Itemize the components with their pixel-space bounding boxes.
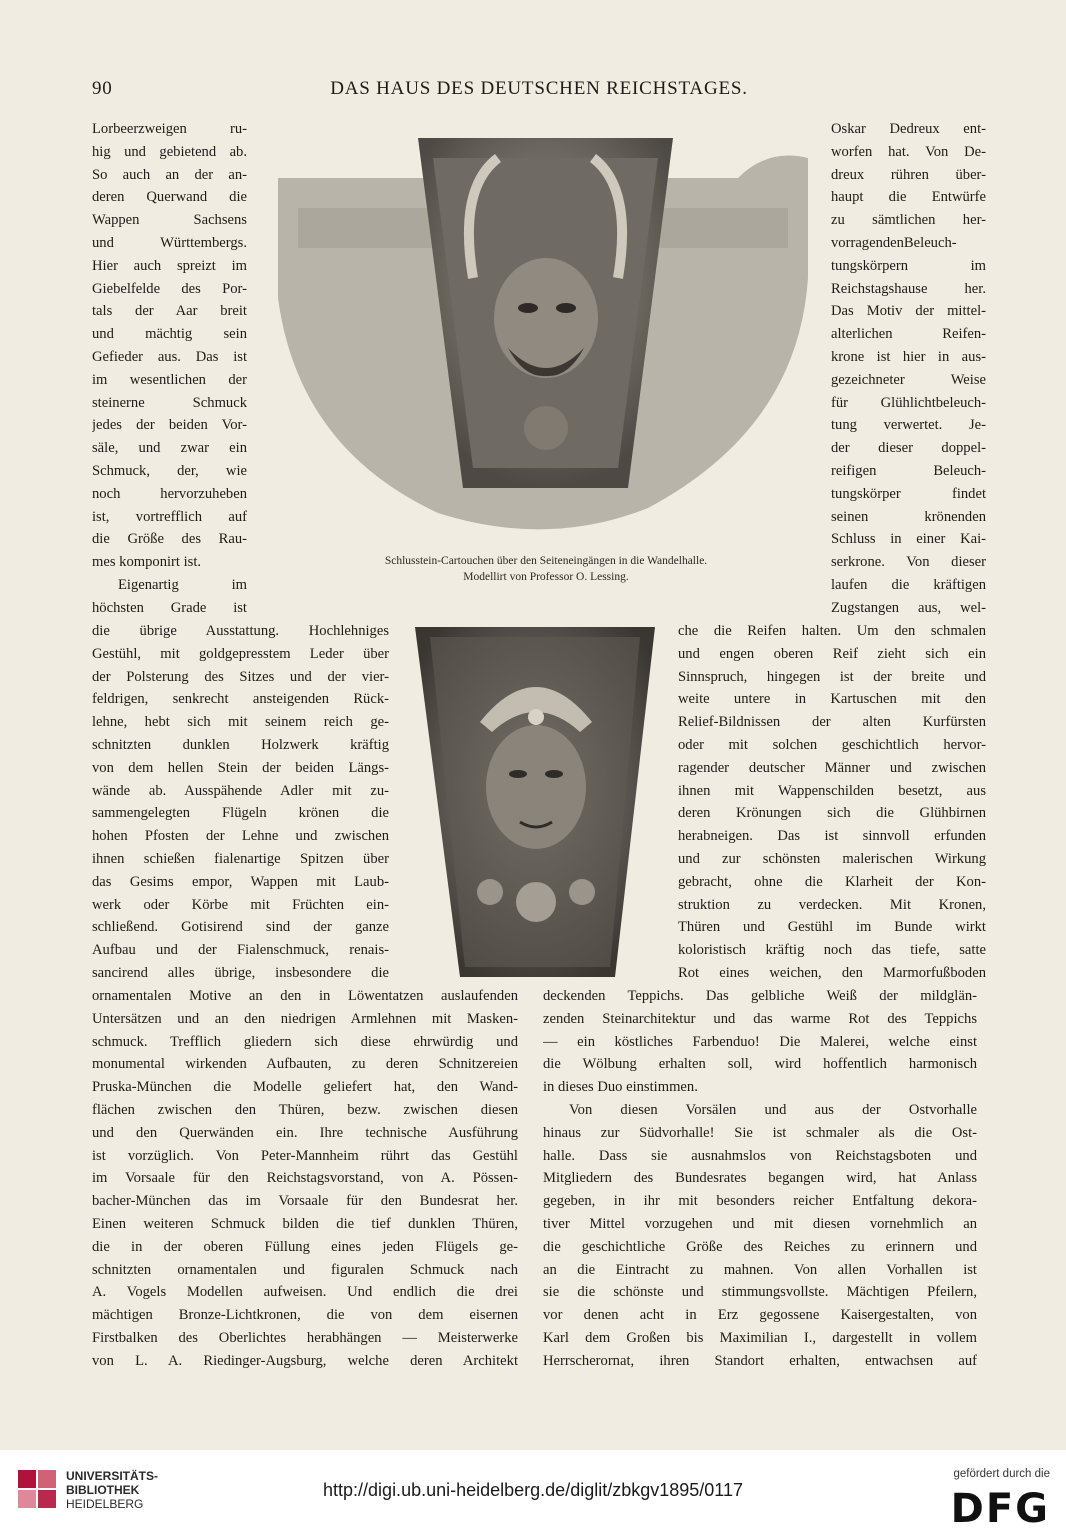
text-line: So auch an der an-	[92, 166, 247, 183]
left-narrow-column	[92, 118, 247, 620]
text-line: zenden Steinarchitektur und das warme Rot des Teppichs	[543, 1010, 977, 1027]
page-number: 90	[92, 78, 113, 99]
text-line: mächtigen Bronze-Lichtkronen, die von dem eisernen	[92, 1307, 518, 1324]
text-line: monumental wirkenden Aufbauten, zu deren Schnitzereien	[92, 1056, 518, 1073]
text-line: und Württembergs.	[92, 234, 247, 251]
text-line: und engen oberen Reif zieht sich ein	[678, 645, 986, 662]
text-line: ornamentalen Motive an den in Löwentatzen auslaufenden	[92, 988, 518, 1004]
text-line: Sinnspruch, hingegen ist der breite und	[678, 668, 986, 685]
right-medium-column	[678, 620, 986, 985]
text-line: gezeichneter Weise	[831, 371, 986, 388]
right-full-column	[543, 985, 977, 1373]
text-line: worfen hat. Von De-	[831, 143, 986, 160]
text-line: ragender deutscher Männer und zwischen	[678, 759, 986, 776]
text-line: flächen zwischen den Thüren, bezw. zwischen diesen	[92, 1101, 518, 1118]
text-line: herabneigen. Das ist sinnvoll erfunden	[678, 828, 986, 845]
text-line: tungskörper findet	[831, 485, 986, 502]
text-line: schmuck. Trefflich gliedern sich diese ehrwürdig und	[92, 1033, 518, 1050]
text-line: im Vorsaale für den Reichstagsvorstand, von A. Pössen-	[92, 1170, 518, 1187]
text-line: Rot eines weichen, den Marmorfußboden	[678, 964, 986, 981]
text-line: weite untere in Kartuschen mit den	[678, 691, 986, 708]
text-line: tals der Aar breit	[92, 303, 247, 320]
text-line: höchsten Grade ist	[92, 599, 247, 616]
text-line: die geschichtliche Größe des Reiches zu erinnern und	[543, 1238, 977, 1255]
text-line: krone ist hier in aus-	[831, 348, 986, 365]
text-line: dreux rühren über-	[831, 166, 986, 183]
text-line: das Gesims empor, Wappen mit Laub-	[92, 873, 389, 890]
text-line: und mächtig sein	[92, 326, 247, 343]
text-line: von L. A. Riedinger-Augsburg, welche deren Architekt	[92, 1352, 518, 1369]
text-line: die übrige Ausstattung. Hochlehniges	[92, 623, 389, 639]
text-line: Thüren und Gestühl im Bunde wirkt	[678, 919, 986, 936]
text-line: seinen krönenden	[831, 508, 986, 525]
text-line: Firstbalken des Oberlichtes herabhängen — Meisterwerke	[92, 1329, 518, 1346]
text-line: Reichstagshause her.	[831, 280, 986, 297]
running-title: DAS HAUS DES DEUTSCHEN REICHSTAGES.	[330, 78, 748, 99]
text-line: tiver Mittel vorzugehen und mit diesen vornehmlich an	[543, 1215, 977, 1232]
text-line: ist, vortrefflich auf	[92, 508, 247, 525]
text-line: an die Eintracht zu mahnen. Von allen Vorhallen ist	[543, 1261, 977, 1278]
text-line: — ein köstliches Farbenduo! Die Malerei, welche einst	[543, 1033, 977, 1050]
text-line: schnitzten dunklen Holzwerk kräftig	[92, 736, 389, 753]
text-line: koloristisch kräftig noch das tiefe, satte	[678, 942, 986, 959]
text-line: der dieser doppel-	[831, 440, 986, 457]
text-line: hohen Pfosten der Lehne und zwischen	[92, 828, 389, 845]
text-line: Oskar Dedreux ent-	[831, 121, 986, 137]
text-line: deren Krönungen sich die Glühbirnen	[678, 805, 986, 822]
text-line: werk oder Körbe mit Früchten ein-	[92, 896, 389, 913]
caption-line-2: Modellirt von Professor O. Lessing.	[463, 571, 629, 583]
text-line: Gestühl, mit goldgepresstem Leder über	[92, 645, 389, 662]
text-line: sammengelegten Flügeln krönen die	[92, 805, 389, 822]
dfg-logo: DFG	[950, 1486, 1050, 1532]
text-line: der Polsterung des Sitzes und der vier-	[92, 668, 389, 685]
text-line: Einen weiteren Schmuck bilden die tief dunklen Thüren,	[92, 1215, 518, 1232]
text-line: Schluss in einer Kai-	[831, 531, 986, 548]
text-line: haupt die Entwürfe	[831, 189, 986, 206]
text-line: zu sämtlichen her-	[831, 212, 986, 229]
library-line-2: BIBLIOTHEK	[66, 1483, 140, 1497]
text-line: A. Vogels Modellen aufweisen. Und endlich die drei	[92, 1284, 518, 1301]
text-line: deckenden Teppichs. Das gelbliche Weiß der mildglän-	[543, 988, 977, 1004]
text-line: Pruska-München die Modelle geliefert hat, den Wand-	[92, 1079, 518, 1096]
text-line: Von diesen Vorsälen und aus der Ostvorhalle	[569, 1101, 977, 1118]
text-line: sancirend alles übrige, insbesondere die	[92, 964, 389, 981]
text-line: halle. Dass sie ausnahmslos von Reichstagsboten und	[543, 1147, 977, 1164]
text-line: ist vorzüglich. Von Peter-Mannheim rührt das Gestühl	[92, 1147, 518, 1164]
keystone-mask-figure	[268, 128, 820, 548]
text-line: Zugstangen aus, wel-	[831, 599, 986, 616]
text-line: und den Querwänden ein. Ihre technische Ausführung	[92, 1124, 518, 1141]
text-line: alterlichen Reifen-	[831, 326, 986, 343]
text-line: Lorbeerzweigen ru-	[92, 121, 247, 137]
library-line-3: HEIDELBERG	[66, 1497, 144, 1511]
text-line: noch hervorzuheben	[92, 485, 247, 502]
text-line: feldrigen, senkrecht ansteigenden Rück-	[92, 691, 389, 708]
text-line: Relief-Bildnissen der alten Kurfürsten	[678, 714, 986, 731]
text-line: und zur schönsten malerischen Wirkung	[678, 850, 986, 867]
text-line: deren Querwand die	[92, 189, 247, 206]
text-line: mes komponirt ist.	[92, 554, 202, 571]
text-line: die Wölbung erhalten soll, wird hoffentlich harmonisch	[543, 1056, 977, 1073]
caption-line-1: Schlusstein-Cartouchen über den Seiteneingängen in die Wandelhalle.	[384, 555, 708, 567]
text-line: reifigen Beleuch-	[831, 462, 986, 479]
permalink-url[interactable]: http://digi.ub.uni-heidelberg.de/diglit/zbkgv1895/0117	[323, 1480, 743, 1500]
text-line: Eigenartig im	[118, 576, 247, 593]
text-line: schnitzten ornamentalen und figuralen Schmuck nach	[92, 1261, 518, 1278]
text-line: Das Motiv der mittel-	[831, 303, 986, 320]
text-line: wände ab. Ausspähende Adler mit zu-	[92, 782, 389, 799]
text-line: säle, und zwar ein	[92, 440, 247, 457]
text-line: für Glühlichtbeleuch-	[831, 394, 986, 411]
text-line: Mitgliedern des Bundesrates begangen wird, hat Anlass	[543, 1170, 977, 1187]
funding-note: gefördert durch die	[953, 1468, 1050, 1480]
text-line: laufen die kräftigen	[831, 576, 986, 593]
text-line: Aufbau und der Fialenschmuck, renais-	[92, 942, 389, 959]
text-line: che die Reifen halten. Um den schmalen	[678, 623, 986, 639]
text-line: im wesentlichen der	[92, 371, 247, 388]
text-line: vor denen acht in Erz gegossene Kaisergestalten, von	[543, 1307, 977, 1324]
library-line-1: UNIVERSITÄTS-	[66, 1469, 159, 1483]
text-line: struktion zu verdecken. Mit Kronen,	[678, 896, 986, 913]
text-line: Untersätzen und an den niedrigen Armlehnen mit Masken-	[92, 1010, 518, 1027]
text-line: hinaus zur Südvorhalle! Sie ist schmaler als die Ost-	[543, 1124, 977, 1141]
text-line: sie die schönste und stimmungsvollste. Mächtigen Pfeilern,	[543, 1284, 977, 1301]
text-line: vorragendenBeleuch-	[831, 234, 957, 251]
text-line: jedes der beiden Vor-	[92, 417, 247, 434]
text-line: die Größe des Rau-	[92, 531, 247, 548]
keystone-face-figure	[410, 622, 660, 982]
right-narrow-column	[831, 118, 986, 620]
text-line: Hier auch spreizt im	[92, 257, 247, 274]
text-line: schließend. Gotisirend sind der ganze	[92, 919, 389, 936]
left-full-column	[92, 985, 518, 1373]
text-line: serkrone. Von dieser	[831, 554, 986, 571]
text-line: lehne, hebt sich mit seinem reich ge-	[92, 714, 389, 731]
text-line: von dem hellen Stein der beiden Längs-	[92, 759, 389, 776]
left-medium-column	[92, 620, 389, 985]
text-line: oder mit solchen geschichtlich hervor-	[678, 736, 986, 753]
figure-caption	[274, 553, 818, 585]
text-line: in dieses Duo einstimmen.	[543, 1079, 698, 1096]
digitization-footer	[0, 1450, 1066, 1538]
text-line: tung verwertet. Je-	[831, 417, 986, 434]
text-line: gegeben, in ihr mit besonders reicher Entfaltung dekora-	[543, 1193, 977, 1210]
text-line: ihnen schießen fialenartige Spitzen über	[92, 850, 389, 867]
text-line: bacher-München das im Vorsaale für den Bundesrat her.	[92, 1193, 518, 1210]
text-line: ihnen mit Wappenschilden besetzt, aus	[678, 782, 986, 799]
text-line: die in der oberen Füllung eines jeden Flügels ge-	[92, 1238, 518, 1255]
text-line: Schmuck, der, wie	[92, 462, 247, 479]
text-line: Karl dem Großen bis Maximilian I., dargestellt in vollem	[543, 1329, 977, 1346]
text-line: gebracht, ohne die Klarheit der Kon-	[678, 873, 986, 890]
text-line: tungskörpern im	[831, 257, 986, 274]
text-line: steinerne Schmuck	[92, 394, 247, 411]
page-header	[92, 78, 986, 108]
text-line: Herrscherornat, ihren Standort erhalten, entwachsen auf	[543, 1352, 977, 1369]
text-line: Giebelfelde des Por-	[92, 280, 247, 297]
text-line: hig und gebietend ab.	[92, 143, 247, 160]
text-line: Gefieder aus. Das ist	[92, 348, 247, 365]
text-line: Wappen Sachsens	[92, 212, 247, 229]
